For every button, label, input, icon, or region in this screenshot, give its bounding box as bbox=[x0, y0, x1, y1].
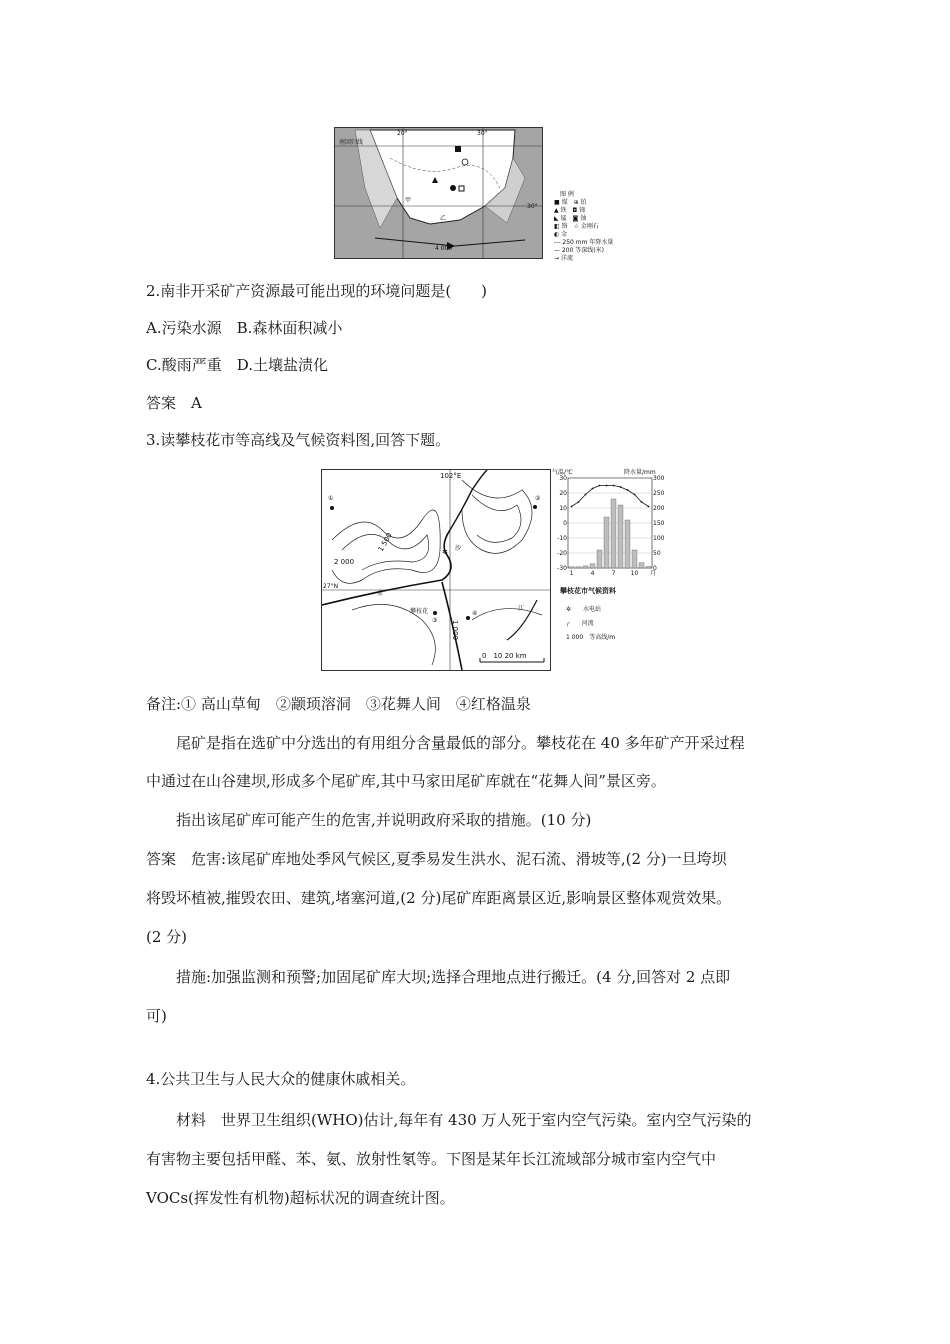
lat-label: 27°N bbox=[323, 583, 339, 590]
temp-tick-label: -30 bbox=[557, 565, 567, 572]
precip-tick-label: 50 bbox=[653, 550, 661, 557]
temperature-point bbox=[578, 501, 580, 503]
temperature-point bbox=[592, 488, 594, 490]
precip-bar bbox=[646, 567, 651, 569]
temperature-point bbox=[627, 489, 629, 491]
month-unit-label: 月 bbox=[650, 570, 657, 577]
legend-row-3: ◣ 锰 ◙ 铀 bbox=[554, 215, 587, 222]
hydro-station-symbol: ✲ bbox=[442, 548, 448, 556]
month-tick-label: 4 bbox=[590, 570, 595, 577]
temp-tick-label: 20 bbox=[559, 490, 567, 497]
city-label: 攀枝花 bbox=[410, 608, 429, 615]
legend-line-current: → 洋流 bbox=[554, 255, 573, 262]
scale-label: 0 10 20 km bbox=[482, 652, 527, 660]
precip-tick-label: 250 bbox=[653, 490, 665, 497]
q3-answer-5: 可) bbox=[146, 1007, 167, 1025]
precip-bar bbox=[604, 517, 609, 568]
q2-options-ab: A.污染水源 B.森林面积减小 bbox=[146, 319, 343, 337]
precip-tick-label: 150 bbox=[653, 520, 665, 527]
month-tick-label: 10 bbox=[630, 570, 639, 577]
point-yi: 乙 bbox=[440, 215, 447, 222]
lon-label: 102°E bbox=[440, 472, 462, 480]
river-jiang-label: 江 bbox=[518, 605, 525, 612]
ocean-label: 南回归线 bbox=[339, 139, 364, 146]
q3-answer-1: 答案 危害:该尾矿库地处季风气候区,夏季易发生洪水、泥石流、滑坡等,(2 分)一旦垮坝 bbox=[146, 850, 727, 868]
gold-symbol bbox=[450, 185, 456, 191]
legend-title: 图 例 bbox=[560, 191, 574, 198]
lat-30-label: 30° bbox=[527, 203, 538, 210]
climate-title: 攀枝花市气候资料 bbox=[560, 587, 616, 595]
precip-bar bbox=[632, 550, 637, 568]
panzhihua-contour-map bbox=[321, 469, 551, 671]
temperature-point bbox=[634, 494, 636, 496]
contour-1500-label: 1 500 bbox=[376, 531, 394, 553]
precip-bar bbox=[618, 505, 623, 568]
legend-row-4: ◧ 铬 ☆ 金刚石 bbox=[554, 223, 599, 230]
legend-line-precip: --- 250 mm 年降水量 bbox=[554, 239, 614, 246]
precip-bar bbox=[611, 499, 616, 568]
contour-2000-label: 2 000 bbox=[334, 558, 355, 566]
hydro-icon: ✲ bbox=[566, 606, 572, 613]
river-jin-label: 金 bbox=[377, 590, 384, 597]
temp-tick-label: -20 bbox=[557, 550, 567, 557]
precip-bar bbox=[590, 564, 595, 568]
q3-para1b: 中通过在山谷建坝,形成多个尾矿库,其中马家田尾矿库就在“花舞人间”景区旁。 bbox=[146, 772, 666, 790]
q3-stem: 3.读攀枝花市等高线及气候资料图,回答下题。 bbox=[146, 431, 451, 449]
temperature-line bbox=[572, 486, 649, 507]
contour-icon: 1 000 bbox=[566, 634, 584, 641]
temp-tick-label: 30 bbox=[559, 475, 567, 482]
q4-material-1: 材料 世界卫生组织(WHO)估计,每年有 430 万人死于室内空气污染。室内空气污染的 bbox=[176, 1111, 752, 1129]
precip-bar bbox=[583, 566, 588, 568]
lon-30-label: 30° bbox=[477, 130, 488, 137]
marker-3: ③ bbox=[432, 617, 438, 624]
marker-2: ② bbox=[535, 495, 541, 502]
temperature-point bbox=[620, 486, 622, 488]
precip-bar bbox=[569, 567, 574, 568]
river-sha-label: 沙 bbox=[455, 545, 462, 552]
marker-1: ① bbox=[328, 495, 334, 502]
legend-row-1: ■ 煤 ⊕ 铂 bbox=[554, 199, 587, 206]
precip-tick-label: 200 bbox=[653, 505, 665, 512]
temperature-point bbox=[606, 485, 608, 487]
precip-tick-label: 100 bbox=[653, 535, 665, 542]
south-africa-map bbox=[334, 127, 543, 259]
isobath-label: 4 000 bbox=[435, 245, 453, 252]
map1-legend-box bbox=[554, 191, 634, 262]
precip-bar bbox=[625, 520, 630, 568]
south-africa-map-svg bbox=[335, 128, 542, 258]
lon-20-label: 20° bbox=[397, 130, 408, 137]
temperature-point bbox=[571, 506, 573, 508]
precip-tick-label: 0 bbox=[653, 565, 657, 572]
legend-hydro: ✲ 水电站 bbox=[566, 606, 602, 613]
contour-map-svg bbox=[322, 470, 550, 670]
point-jia: 甲 bbox=[405, 197, 412, 204]
temperature-point bbox=[648, 506, 650, 508]
climate-chart-svg bbox=[552, 466, 667, 582]
legend-line-depth: — 200 等深线(米) bbox=[554, 247, 604, 254]
q3-answer-2: 将毁坏植被,摧毁农田、建筑,堵塞河道,(2 分)尾矿库距离景区近,影响景区整体观赏效果。 bbox=[146, 889, 732, 907]
climate-chart bbox=[552, 466, 667, 582]
temp-tick-label: 10 bbox=[559, 505, 567, 512]
legend-row-2: ▲ 铁 ◘ 锑 bbox=[554, 207, 586, 214]
temp-axis-label: 气温/℃ bbox=[552, 469, 573, 476]
q4-material-2: 有害物主要包括甲醛、苯、氨、放射性氡等。下图是某年长江流域部分城市室内空气中 bbox=[146, 1150, 717, 1168]
q2-stem: 2.南非开采矿产资源最可能出现的环境问题是( ) bbox=[146, 282, 488, 300]
q4-material-3: VOCs(挥发性有机物)超标状况的调查统计图。 bbox=[146, 1189, 455, 1207]
temperature-point bbox=[641, 501, 643, 503]
precip-axis-label: 降水量/mm bbox=[624, 469, 656, 476]
temp-tick-label: 0 bbox=[563, 520, 567, 527]
temperature-point bbox=[613, 485, 615, 487]
q4-stem: 4.公共卫生与人民大众的健康休戚相关。 bbox=[146, 1070, 416, 1088]
q2-options-cd: C.酸雨严重 D.土壤盐渍化 bbox=[146, 356, 328, 374]
river-icon: ╭ bbox=[566, 620, 570, 627]
q2-answer: 答案 A bbox=[146, 394, 202, 412]
q3-note: 备注:① 高山草甸 ②颛顼溶洞 ③花舞人间 ④红格温泉 bbox=[146, 695, 531, 713]
temperature-point bbox=[599, 485, 601, 487]
precip-tick-label: 300 bbox=[653, 475, 665, 482]
legend-row-5: ◐ 金 bbox=[554, 231, 568, 238]
contour-1000-label: 1 000 bbox=[451, 620, 459, 641]
precip-bar bbox=[639, 563, 644, 568]
legend-contour: 1 000 等高线/m bbox=[566, 634, 616, 641]
temp-tick-label: -10 bbox=[557, 535, 567, 542]
coal-symbol bbox=[455, 146, 461, 152]
legend-river: ╭ 河流 bbox=[566, 620, 594, 627]
precip-bar bbox=[597, 550, 602, 568]
q3-answer-4: 措施:加强监测和预警;加固尾矿库大坝;选择合理地点进行搬迁。(4 分,回答对 2 点即 bbox=[176, 968, 731, 986]
precip-bar bbox=[576, 567, 581, 568]
map2-legend bbox=[566, 604, 656, 646]
q3-para2: 指出该尾矿库可能产生的危害,并说明政府采取的措施。(10 分) bbox=[176, 811, 592, 829]
q3-para1a: 尾矿是指在选矿中分选出的有用组分含量最低的部分。攀枝花在 40 多年矿产开采过程 bbox=[176, 734, 745, 752]
month-tick-label: 7 bbox=[611, 570, 616, 577]
temperature-point bbox=[585, 494, 587, 496]
q3-answer-3: (2 分) bbox=[146, 928, 188, 946]
month-tick-label: 1 bbox=[569, 570, 574, 577]
marker-4: ④ bbox=[472, 610, 478, 617]
